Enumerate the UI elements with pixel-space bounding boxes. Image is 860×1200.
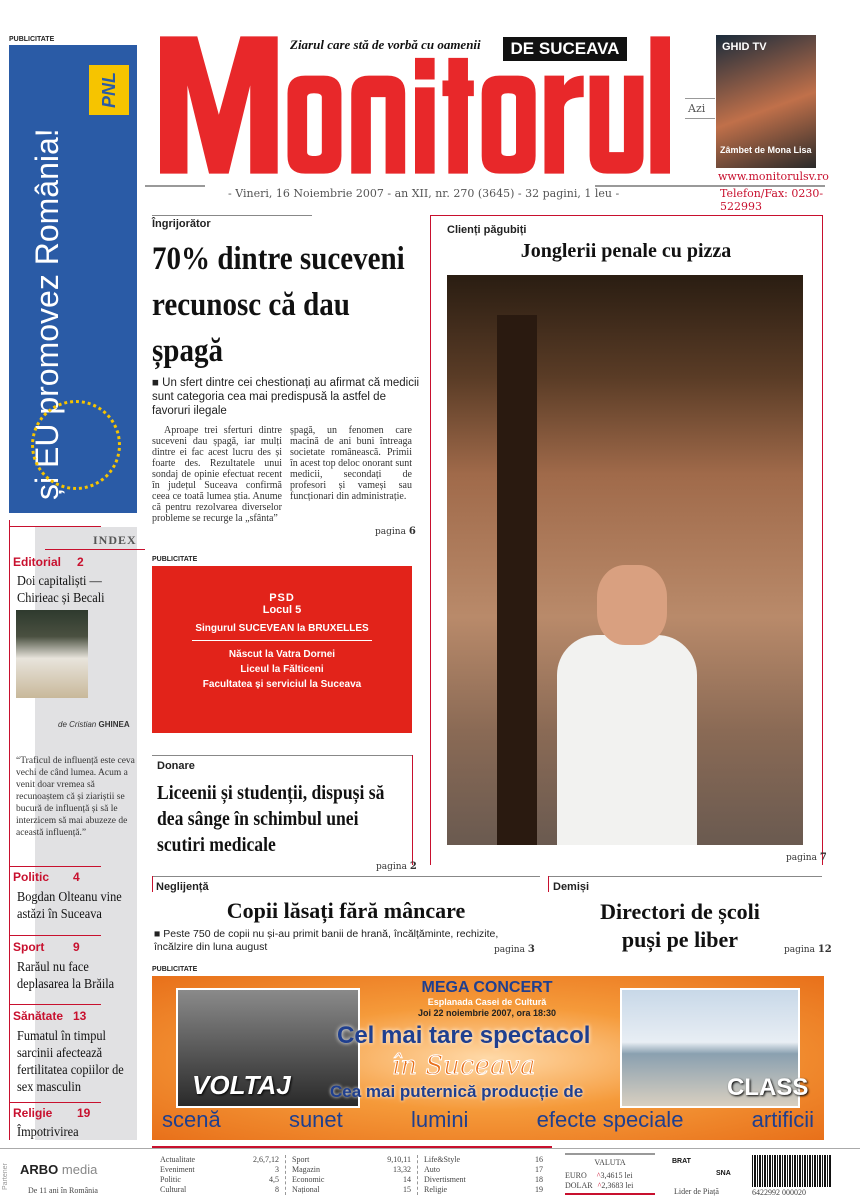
toc-column bbox=[418, 1155, 549, 1195]
divider bbox=[9, 866, 101, 867]
concert-ad-label: PUBLICITATE bbox=[152, 966, 198, 973]
toc-item[interactable] bbox=[424, 1185, 543, 1195]
toc-section: Auto bbox=[424, 1165, 440, 1174]
index-section: Sănătate bbox=[13, 1009, 64, 1023]
lead-col2: șpagă, un fenomen care macină de ani buni întreaga societate românească. Primii în acest top deloc onorant sunt medicii, secondați de profesori și vameși sau funcționari din administrație. bbox=[290, 425, 412, 502]
divider bbox=[9, 526, 101, 527]
concert-word: scenă bbox=[162, 1107, 221, 1132]
concert-date: Joi 22 noiembrie 2007, ora 18:30 bbox=[417, 1008, 557, 1018]
lead-headline[interactable]: 70% dintre suceveni recunosc că dau șpagă bbox=[152, 241, 405, 369]
toc-section: Național bbox=[292, 1185, 320, 1194]
toc-item[interactable] bbox=[292, 1165, 411, 1175]
concert-word: lumini bbox=[410, 1107, 469, 1132]
index-page: 19 bbox=[77, 1106, 91, 1120]
psd-ad[interactable] bbox=[152, 566, 412, 733]
toc-pages: 9,10,11 bbox=[387, 1155, 411, 1164]
psd-line2: Singurul SUCEVEAN la BRUXELLES bbox=[195, 623, 369, 634]
concert-line1: Cel mai tare spectacol bbox=[337, 1022, 591, 1049]
index-page: 9 bbox=[73, 940, 80, 954]
donare-page-ref[interactable] bbox=[376, 861, 417, 872]
divider bbox=[9, 935, 101, 936]
toc-item[interactable] bbox=[424, 1165, 543, 1175]
divider bbox=[152, 876, 540, 877]
toc-column bbox=[286, 1155, 418, 1195]
index-title-editorial[interactable]: Doi capitaliști — Chirieac și Becali bbox=[17, 574, 105, 606]
byline-name: GHINEA bbox=[98, 720, 130, 729]
photo-headline[interactable]: Jonglerii penale cu pizza bbox=[520, 240, 732, 262]
toc-item[interactable] bbox=[160, 1155, 279, 1165]
toc-section: Divertisment bbox=[424, 1175, 466, 1184]
logo-letter bbox=[160, 36, 278, 173]
divider bbox=[45, 549, 145, 550]
toc-section: Cultural bbox=[160, 1185, 187, 1194]
concert-word: efecte speciale bbox=[536, 1107, 684, 1132]
toc-item[interactable] bbox=[292, 1185, 411, 1195]
psd-line1: Locul 5 bbox=[262, 604, 302, 616]
page-label: pagina bbox=[494, 945, 525, 955]
divider bbox=[412, 755, 413, 865]
toc-pages: 17 bbox=[535, 1165, 543, 1174]
logo-letter bbox=[415, 58, 435, 174]
logo-letter bbox=[482, 76, 536, 174]
pnl-ad[interactable] bbox=[9, 45, 137, 513]
toc-pages: 2,6,7,12 bbox=[253, 1155, 279, 1164]
band-class: CLASS bbox=[727, 1074, 809, 1101]
logo-letter bbox=[650, 36, 670, 173]
divider bbox=[822, 215, 823, 865]
page-number: 7 bbox=[819, 852, 827, 863]
index-item[interactable]: Împotrivirea bbox=[17, 1125, 79, 1140]
phone: Telefon/Fax: 0230-522993 bbox=[720, 187, 824, 213]
author-photo bbox=[16, 610, 88, 698]
toc-section: Magazin bbox=[292, 1165, 320, 1174]
concert-line3: Cea mai puternică producție de bbox=[330, 1082, 584, 1101]
donare-kicker: Donare bbox=[157, 760, 195, 772]
concert-word: sunet bbox=[288, 1107, 343, 1132]
toc-pages: 15 bbox=[403, 1185, 411, 1194]
divider bbox=[9, 1102, 101, 1103]
toc-pages: 14 bbox=[403, 1175, 411, 1184]
tagline: Ziarul care stă de vorbă cu oamenii bbox=[290, 37, 481, 52]
up-arrow-icon: ^ bbox=[597, 1181, 602, 1190]
toc-item[interactable] bbox=[292, 1155, 411, 1165]
divider bbox=[0, 1148, 860, 1149]
neglijenta-kicker: Neglijență bbox=[156, 881, 209, 893]
mega-concert: MEGA CONCERT bbox=[421, 979, 553, 996]
divider bbox=[9, 1004, 101, 1005]
toc-section: Religie bbox=[424, 1185, 448, 1194]
logo-letter bbox=[288, 76, 342, 174]
page-label: pagina bbox=[375, 527, 406, 537]
toc-item[interactable] bbox=[292, 1175, 411, 1185]
eu-stars-icon bbox=[31, 400, 121, 490]
euro-label: EURO bbox=[565, 1171, 587, 1180]
index-section: Editorial bbox=[13, 555, 62, 569]
index-page: 2 bbox=[77, 555, 84, 569]
demisi-headline[interactable]: Directori de școli puși pe liber bbox=[600, 899, 760, 952]
lead-kicker: Îngrijorător bbox=[152, 215, 312, 230]
psd-line4: Liceul la Fălticeni bbox=[240, 664, 324, 675]
barcode-number: 6422992 000020 bbox=[752, 1188, 806, 1197]
page-label: pagina bbox=[376, 862, 407, 872]
toc-item[interactable] bbox=[424, 1175, 543, 1185]
footer-toc bbox=[154, 1155, 549, 1195]
toc-item[interactable] bbox=[424, 1155, 543, 1165]
psd-ad-label: PUBLICITATE bbox=[152, 556, 198, 563]
divider bbox=[430, 215, 822, 216]
arbo-media: media bbox=[61, 1162, 98, 1177]
edition-badge: DE SUCEAVA bbox=[503, 37, 627, 61]
index-section: Politic bbox=[13, 870, 50, 884]
left-ad-label: PUBLICITATE bbox=[9, 36, 55, 43]
sna-logo: SNA bbox=[716, 1170, 731, 1177]
beam bbox=[497, 315, 537, 845]
toc-section: Eveniment bbox=[160, 1165, 195, 1174]
pnl-logo: PNL bbox=[89, 65, 129, 115]
toc-item[interactable] bbox=[160, 1185, 279, 1195]
index-section: Religie bbox=[13, 1106, 53, 1120]
pizza-chef-photo bbox=[447, 275, 803, 845]
cover-title: Zâmbet de Mona Lisa bbox=[720, 145, 812, 155]
azi-label: Azi bbox=[685, 98, 715, 119]
dolar-label: DOLAR bbox=[565, 1181, 593, 1190]
divider bbox=[145, 185, 205, 187]
page-number: 6 bbox=[408, 526, 416, 537]
pnl-slogan: și EU promovez România! bbox=[29, 128, 65, 500]
chef-head bbox=[597, 565, 667, 645]
lider-label: Lider de Piață bbox=[674, 1187, 719, 1196]
toc-section: Politic bbox=[160, 1175, 181, 1184]
psd-line3: Născut la Vatra Dornei bbox=[228, 649, 336, 660]
logo-letter bbox=[544, 76, 583, 174]
neglijenta-deck-text: Peste 750 de copii nu și-au primit banii de hrană, încălțăminte, rechizite, încălzire din luna august bbox=[154, 928, 499, 953]
euro-rate: 3,4615 lei bbox=[600, 1171, 633, 1180]
toc-pages: 16 bbox=[535, 1155, 543, 1164]
lead-col1: Aproape trei sferturi dintre suceveni dau șpagă, iar mulți dintre ei fac acest lucru des și foarte des. Rezultatele unui sondaj de opinie efectuat recent în județul Suceava confirmă ceea ce toată lumea știa. Anume că pentru rezolvarea diverselor probleme se recurge la „sfânta” bbox=[152, 425, 282, 524]
valuta-title: VALUTA bbox=[594, 1158, 626, 1167]
partner-label: Partener bbox=[2, 1163, 9, 1190]
index-page: 4 bbox=[73, 870, 80, 884]
toc-section: Life&Style bbox=[424, 1155, 460, 1164]
divider bbox=[192, 640, 372, 641]
psd-line5: Facultatea și serviciul la Suceava bbox=[202, 679, 362, 690]
arbo-text: ARBO bbox=[20, 1162, 59, 1177]
brat-logo: BRAT bbox=[672, 1158, 691, 1165]
index-page: 13 bbox=[73, 1009, 87, 1023]
editorial-quote: “Traficul de influență este ceva vechi de când lumea. Acum a venit doar vremea să recunoaștem că și ziariștii se bucură de influență și să le interzicem să mai abuzeze de această influență.” bbox=[16, 756, 135, 838]
demisi-page-ref[interactable] bbox=[784, 944, 832, 955]
website-link[interactable]: www.monitorulsv.ro bbox=[718, 170, 829, 183]
byline bbox=[58, 720, 130, 729]
toc-section: Actualitate bbox=[160, 1155, 196, 1164]
dolar-rate: 2,3683 lei bbox=[601, 1181, 634, 1190]
byline-pre: de Cristian bbox=[58, 720, 97, 729]
concert-words bbox=[162, 1107, 814, 1133]
toc-item[interactable] bbox=[160, 1165, 279, 1175]
toc-section: Economic bbox=[292, 1175, 325, 1184]
dateline: - Vineri, 16 Noiembrie 2007 - an XII, nr. 270 (3645) - 32 pagini, 1 leu - bbox=[228, 187, 620, 200]
lead-page-ref[interactable] bbox=[375, 526, 416, 537]
divider bbox=[152, 1146, 552, 1148]
donare-headline[interactable]: Liceenii și studenții, dispuși să dea sânge în schimbul unei scutiri medicale bbox=[157, 782, 385, 856]
toc-pages: 8 bbox=[275, 1185, 279, 1194]
logo-letter bbox=[590, 76, 644, 174]
photo-page-ref[interactable] bbox=[786, 852, 827, 863]
photo-kicker: Clienți păgubiți bbox=[447, 224, 527, 236]
toc-item[interactable] bbox=[160, 1175, 279, 1185]
page-number: 2 bbox=[409, 861, 417, 872]
up-arrow-icon: ^ bbox=[596, 1171, 601, 1180]
divider bbox=[152, 755, 412, 756]
band-voltaj: VOLTAJ bbox=[192, 1070, 291, 1100]
cover-brand: GHID TV bbox=[722, 41, 767, 53]
concert-ad[interactable] bbox=[152, 976, 824, 1140]
toc-pages: 18 bbox=[535, 1175, 543, 1184]
page-label: pagina bbox=[786, 853, 817, 863]
index-title: INDEX bbox=[93, 533, 137, 547]
lead-deck: ■ Un sfert dintre cei chestionați au afirmat că medicii sunt categoria cea mai predispusă la astfel de favoruri ilegale bbox=[152, 377, 420, 417]
chef bbox=[557, 635, 697, 845]
divider bbox=[548, 876, 549, 892]
toc-pages: 3 bbox=[275, 1165, 279, 1174]
barcode bbox=[752, 1155, 832, 1187]
toc-pages: 13,32 bbox=[393, 1165, 411, 1174]
neglijenta-deck: ■ Peste 750 de copii nu și-au primit banii de hrană, încălțăminte, rechizite, încălzire din luna august bbox=[154, 928, 499, 953]
divider bbox=[152, 876, 153, 892]
lead-deck-text: Un sfert dintre cei chestionați au afirmat că medicii sunt categoria cea mai predispusă la astfel de favoruri ilegale bbox=[152, 377, 420, 417]
page-number: 12 bbox=[817, 944, 832, 955]
concert-word: artificii bbox=[751, 1107, 814, 1132]
divider bbox=[9, 520, 10, 1140]
tv-guide-cover[interactable] bbox=[716, 35, 816, 168]
divider bbox=[548, 876, 822, 877]
concert-venue: Esplanada Casei de Cultură bbox=[427, 997, 547, 1007]
currency-box bbox=[565, 1153, 655, 1195]
page-number: 3 bbox=[527, 944, 535, 955]
toc-column bbox=[154, 1155, 286, 1195]
index-item[interactable]: Bogdan Olteanu vine astăzi în Suceava bbox=[17, 890, 122, 922]
arbo-sub: De 11 ani în România bbox=[28, 1186, 98, 1195]
neglijenta-headline[interactable]: Copii lăsați fără mâncare bbox=[226, 898, 466, 923]
toc-pages: 19 bbox=[535, 1185, 543, 1194]
index-item[interactable]: Fumatul în timpul sarcinii afectează fertilitatea copiilor de sex masculin bbox=[17, 1029, 124, 1095]
concert-line2: în Suceava bbox=[392, 1051, 536, 1081]
toc-pages: 4,5 bbox=[269, 1175, 279, 1184]
demisi-kicker: Demiși bbox=[553, 881, 590, 893]
arbo-logo[interactable] bbox=[20, 1162, 97, 1177]
logo-letter bbox=[351, 76, 405, 174]
neglijenta-page-ref[interactable] bbox=[494, 944, 535, 955]
toc-section: Sport bbox=[292, 1155, 310, 1164]
psd-logo: PSD bbox=[269, 592, 295, 604]
page-label: pagina bbox=[784, 945, 815, 955]
index-item[interactable]: Rarăul nu face deplasarea la Brăila bbox=[17, 960, 115, 992]
logo-letter bbox=[442, 58, 473, 174]
index-section: Sport bbox=[13, 940, 45, 954]
divider bbox=[430, 215, 431, 865]
